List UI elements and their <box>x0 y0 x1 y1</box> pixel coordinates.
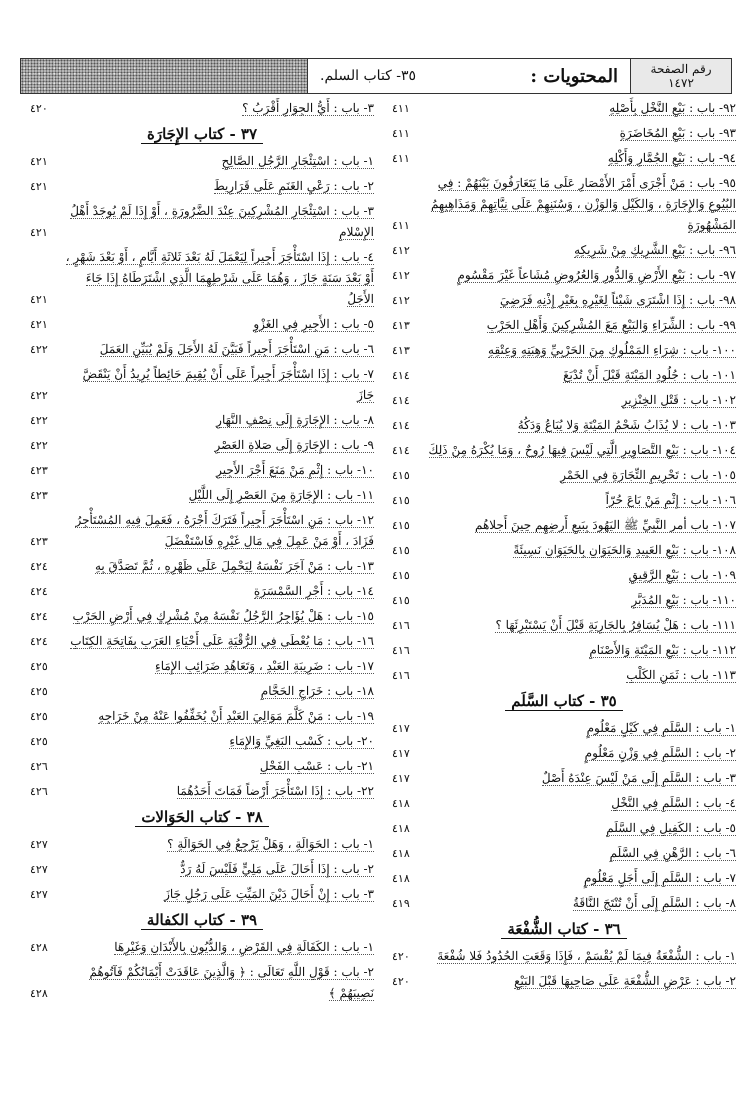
toc-entry-page: ٤٢٥ <box>30 710 48 723</box>
toc-entry-title: ٨- باب : السَّلَمِ إِلَى أَنْ تُنْتَجَ النَّاقَةُ <box>572 896 736 910</box>
book-heading <box>30 806 374 828</box>
toc-entry-title: ٤- باب : إِذَا اسْتَأْجَرَ أَجِيراً لِيَعْمَلَ لَهُ بَعْدَ ثَلاثَةِ أَيَّامٍ ، أَوْ بَعْدَ شَهْرٍ ، أَوْ بَعْدَ سَنَةٍ جَازَ ، وَهُمَا عَلَى شَرْطِهِمَا الَّذِي اشْتَرَطَاهُ إِذَا جَاءَ الأَجَلُ <box>65 250 374 306</box>
toc-entry-title: ١٠٣- باب : لا يُذَابُ شَحْمُ المَيْتَةِ وَلا يُبَاعُ وَدَكُهُ <box>517 418 736 432</box>
toc-entry-page: ٤٢٢ <box>30 389 48 402</box>
toc-entry-page: ٤٢٦ <box>30 760 48 773</box>
toc-entry[interactable] <box>392 173 736 236</box>
toc-entry-page: ٤١٤ <box>392 444 410 457</box>
toc-entry-page: ٤٢٤ <box>30 610 48 623</box>
toc-entry-page: ٤٢٦ <box>30 785 48 798</box>
toc-entry[interactable] <box>30 460 374 481</box>
toc-entry-page: ٤٢٢ <box>30 343 48 356</box>
toc-entry-page: ٤١٥ <box>392 469 410 482</box>
toc-entry[interactable] <box>392 123 736 144</box>
toc-entry-title: ٢- باب : إِذَا أَحَالَ عَلَى مَلِيٍّ فَلَيْسَ لَهُ رَدٌّ <box>180 862 374 876</box>
toc-entry-page: ٤١٢ <box>392 244 410 257</box>
toc-entry-page: ٤١٢ <box>392 294 410 307</box>
toc-entry-title: ١١٠- باب : بَيْعِ المُدَبَّرِ <box>631 593 736 607</box>
toc-entry-title: ٩٣- باب : بَيْعِ المُخَاضَرَةِ <box>619 126 736 140</box>
toc-entry-title: ٥- باب : الكَفِيلِ فِي السَّلَمِ <box>606 821 736 835</box>
toc-entry-title: ١٧- باب : ضَرِيبَةِ العَبْدِ ، وَتَعَاهُدِ ضَرَائِبِ الإِمَاءِ <box>155 659 374 673</box>
toc-entry[interactable] <box>392 640 736 661</box>
toc-entry[interactable] <box>30 556 374 577</box>
toc-entry[interactable] <box>30 339 374 360</box>
toc-entry-title: ١٠٩- باب : بَيْعِ الرَّقِيقِ <box>628 568 736 582</box>
toc-entry-page: ٤٢٧ <box>30 888 48 901</box>
toc-entry[interactable] <box>30 151 374 172</box>
toc-entry[interactable] <box>30 201 374 243</box>
toc-entry-title: ٢- باب : السَّلَمِ فِي وَزْنٍ مَعْلُومٍ <box>584 746 736 760</box>
toc-entry[interactable] <box>392 971 736 992</box>
toc-entry-title: ٢٢- باب : إِذَا اسْتَأْجَرَ أَرْضاً فَمَاتَ أَحَدُهُمَا <box>176 784 374 798</box>
toc-entry[interactable] <box>30 485 374 506</box>
toc-entry-title: ٩٧- باب : بَيْعِ الأَرْضِ وَالدُّورِ وَالعُرُوضِ مُشَاعاً غَيْرَ مَقْسُومٍ <box>457 268 736 282</box>
toc-entry[interactable] <box>30 247 374 310</box>
header-title: المحتويات : <box>530 65 618 87</box>
toc-entry[interactable] <box>30 581 374 602</box>
toc-entry-title: ١٠٨- باب : بَيْعِ العَبِيدِ وَالحَيَوَانِ بِالحَيَوَانِ نَسِيئَةً <box>513 543 736 557</box>
toc-entry-page: ٤١٦ <box>392 669 410 682</box>
toc-entry-page: ٤١٣ <box>392 344 410 357</box>
toc-entry[interactable] <box>392 315 736 336</box>
toc-entry-title: ١١٣- باب : ثَمَنِ الكَلْبِ <box>626 668 736 682</box>
toc-entry-page: ٤١٥ <box>392 544 410 557</box>
toc-entry-page: ٤٢٥ <box>30 735 48 748</box>
toc-entry[interactable] <box>392 565 736 586</box>
toc-entry-title: ١٠٦- باب : إِثْمِ مَنْ بَاعَ حُرّاً <box>605 493 736 507</box>
toc-entry-page: ٤٢١ <box>30 226 48 239</box>
toc-entry-page: ٤١٧ <box>392 772 410 785</box>
toc-entry-title: ٩٢- باب : بَيْعِ النَّخْلِ بِأَصْلِهِ <box>609 101 736 115</box>
toc-entry-page: ٤١١ <box>392 102 410 115</box>
toc-entry-title: ٦- باب : مَنِ اسْتَأْجَرَ أَجِيراً فَبَيَّنَ لَهُ الأَجَلَ وَلَمْ يُبَيِّنِ العَمَلَ <box>99 342 374 356</box>
toc-entry-title: ٩٥- باب : مَنْ أَجْرَى أَمْرَ الأَمْصَارِ عَلَى مَا يَتَعَارَفُونَ بَيْنَهُمْ : فِي البُيُوعِ وَالإِجَارَةِ ، وَالكَيْلِ وَالوَزْنِ ، وَسُنَنِهِمْ عَلَى نِيَّاتِهِمْ وَمَذَاهِبِهِمُ المَشْهُورَةِ <box>430 176 736 232</box>
toc-entry-page: ٤١٦ <box>392 619 410 632</box>
toc-entry-page: ٤١٤ <box>392 394 410 407</box>
toc-entry[interactable] <box>30 937 374 958</box>
toc-entry[interactable] <box>30 656 374 677</box>
toc-entry-page: ٤٢٥ <box>30 685 48 698</box>
toc-entry[interactable] <box>30 606 374 627</box>
toc-entry-title: ١٨- باب : خَرَاجِ الحَجَّامِ <box>260 684 374 698</box>
toc-entry[interactable] <box>392 98 736 119</box>
toc-entry-page: ٤٢٠ <box>392 950 410 963</box>
toc-entry-page: ٤١٨ <box>392 872 410 885</box>
toc-entry-title: ١- باب : الكَفَالَةِ فِي القَرْضِ ، وَالدُّيُونِ بِالأَبْدَانِ وَغَيْرِهَا <box>114 940 374 954</box>
toc-entry-title: ١٠- باب : إِثْمِ مَنْ مَنَعَ أَجْرَ الأَجِيرِ <box>216 463 374 477</box>
toc-entry[interactable] <box>392 148 736 169</box>
toc-entry-title: ١٠٤- باب : بَيْعِ التَّصَاوِيرِ الَّتِي لَيْسَ فِيهَا رُوحٌ ، وَمَا يُكْرَهُ مِنْ ذَلِكَ <box>428 443 736 457</box>
toc-entry[interactable] <box>392 718 736 739</box>
toc-entry-title: ٢١- باب : عَسْبِ الفَحْلِ <box>259 759 374 773</box>
toc-entry-title: ٦- باب : الرَّهْنِ فِي السَّلَمِ <box>609 846 736 860</box>
toc-entry-page: ٤١٨ <box>392 797 410 810</box>
toc-entry[interactable] <box>392 743 736 764</box>
toc-entry-page: ٤٢٢ <box>30 414 48 427</box>
toc-entry-page: ٤١٦ <box>392 644 410 657</box>
toc-entry-title: ١٤- باب : أَجْرِ السَّمْسَرَةِ <box>253 584 374 598</box>
toc-entry[interactable] <box>392 415 736 436</box>
toc-entry-title: ٢- باب : عَرْضِ الشُّفْعَةِ عَلَى صَاحِبِهَا قَبْلَ البَيْعِ <box>514 974 736 988</box>
toc-entry[interactable] <box>392 340 736 361</box>
toc-entry[interactable] <box>30 859 374 880</box>
toc-entry[interactable] <box>392 818 736 839</box>
header-subtitle: ٣٥- كتاب السلم. <box>320 68 417 84</box>
book-heading-text: ٣٩ - كتاب الكفالة <box>141 911 263 930</box>
toc-entry[interactable] <box>392 240 736 261</box>
header-decorative-pattern <box>20 58 308 94</box>
toc-entry-title: ٣- باب : اسْتِئْجَارِ المُشْرِكِينَ عِنْدَ الضَّرُورَةِ ، أَوْ إِذَا لَمْ يُوجَدْ أَهْلُ الإِسْلامِ <box>70 204 374 239</box>
toc-entry-page: ٤١٤ <box>392 419 410 432</box>
toc-entry[interactable] <box>392 440 736 461</box>
toc-entry-title: ٢- باب : رَعْيِ الغَنَمِ عَلَى قَرَارِيطَ <box>213 179 374 193</box>
toc-entry-title: ١٩- باب : مَنْ كَلَّمَ مَوَالِيَ العَبْدِ أَنْ يُخَفِّفُوا عَنْهُ مِنْ خَرَاجِهِ <box>98 709 374 723</box>
toc-entry[interactable] <box>30 884 374 905</box>
toc-entry-title: ٩٦- باب : بَيْعِ الشَّرِيكِ مِنْ شَرِيكِهِ <box>574 243 736 257</box>
toc-entry-title: ٨- باب : الإِجَارَةِ إِلَى نِصْفِ النَّهَارِ <box>216 413 374 427</box>
toc-entry[interactable] <box>30 631 374 652</box>
toc-entry-title: ١٠٧- باب أمر النَّبِيِّ ﷺ اليَهُودَ بِبَيعِ أَرضِهِم حِينَ أَجلاهُم <box>474 518 736 532</box>
toc-entry[interactable] <box>392 768 736 789</box>
header-page-number-box <box>630 58 732 94</box>
toc-entry-page: ٤٢٤ <box>30 585 48 598</box>
toc-entry[interactable] <box>392 365 736 386</box>
toc-entry-title: ٩٤- باب : بَيْعِ الجُمَّارِ وَأَكْلِهِ <box>607 151 736 165</box>
book-heading-text: ٣٥ - كتاب السَّلَم <box>505 692 622 711</box>
toc-entry-title: ١- باب : اسْتِئْجَارِ الرَّجُلِ الصَّالِحِ <box>221 154 374 168</box>
toc-entry-title: ١- باب : السَّلَمِ فِي كَيْلٍ مَعْلُومٍ <box>586 721 736 735</box>
toc-entry[interactable] <box>392 946 736 967</box>
toc-entry-title: ١٠١- باب : جُلُودِ المَيْتَةِ قَبْلَ أَنْ تُدْبَغَ <box>563 368 736 382</box>
book-heading <box>392 690 736 712</box>
toc-entry-title: ١٦- باب : مَا يُعْطَى فِي الرُّقْيَةِ عَلَى أَحْيَاءِ العَرَبِ بِفَاتِحَةِ الكِتَابِ <box>70 634 374 648</box>
header-page-number: ١٤٧٢ <box>668 76 694 90</box>
toc-entry-page: ٤١٧ <box>392 722 410 735</box>
toc-entry[interactable] <box>30 731 374 752</box>
toc-entry-title: ٧- باب : إِذَا اسْتَأْجَرَ أَجِيراً عَلَى أَنْ يُقِيمَ حَائِطاً يُرِيدُ أَنْ يَنْقَضَّ جَازَ <box>82 367 374 402</box>
toc-entry-page: ٤٢٠ <box>30 102 48 115</box>
toc-entry[interactable] <box>30 435 374 456</box>
toc-entry[interactable] <box>30 834 374 855</box>
toc-entry-page: ٤٢٨ <box>30 941 48 954</box>
book-heading-text: ٣٦ - كتاب الشُّفْعَة <box>501 920 626 939</box>
toc-entry-title: ١٥- باب : هَلْ يُؤَاجِرُ الرَّجُلُ نَفْسَهُ مِنْ مُشْرِكٍ فِي أَرْضِ الحَرْبِ <box>72 609 374 623</box>
toc-column-left <box>30 98 374 1008</box>
toc-entry[interactable] <box>30 98 374 119</box>
toc-entry[interactable] <box>30 314 374 335</box>
toc-entry-page: ٤٢١ <box>30 180 48 193</box>
toc-entry[interactable] <box>30 364 374 406</box>
toc-entry[interactable] <box>30 681 374 702</box>
toc-entry-title: ١- باب : الشُّفْعَةُ فِيمَا لَمْ يُقْسَمْ ، فَإِذَا وَقَعَتِ الحُدُودُ فَلا شُفْعَةَ <box>437 949 736 963</box>
book-heading <box>392 918 736 940</box>
toc-entry-title: ٢- باب : قَوْلِ اللَّهِ تَعَالَى : ﴿ وَالَّذِينَ عَاقَدَتْ أَيْمَانُكُمْ فَآتُوهُمْ نَصِيبَهُمْ ﴾ <box>89 965 374 1000</box>
toc-entry[interactable] <box>30 962 374 1004</box>
toc-entry[interactable] <box>30 410 374 431</box>
toc-entry[interactable] <box>392 390 736 411</box>
toc-entry[interactable] <box>392 868 736 889</box>
toc-entry-page: ٤١٢ <box>392 269 410 282</box>
toc-entry-page: ٤٢٤ <box>30 635 48 648</box>
toc-entry-page: ٤٢٧ <box>30 838 48 851</box>
toc-entry-page: ٤٢٢ <box>30 439 48 452</box>
toc-entry-page: ٤١٩ <box>392 897 410 910</box>
toc-entry[interactable] <box>30 756 374 777</box>
toc-entry-title: ١١١- باب : هَلْ يُسَافِرُ بِالجَارِيَةِ قَبْلَ أَنْ يَسْتَبْرِئَهَا ؟ <box>495 618 736 632</box>
book-heading <box>30 123 374 145</box>
toc-entry-page: ٤١٥ <box>392 569 410 582</box>
toc-entry-title: ١١- باب : الإِجَارَةِ مِنَ العَصْرِ إِلَى اللَّيْلِ <box>188 488 374 502</box>
toc-entry[interactable] <box>392 615 736 636</box>
toc-entry-title: ٤- باب : السَّلَمِ فِي النَّخْلِ <box>611 796 736 810</box>
toc-entry-title: ٩- باب : الإِجَارَةِ إِلَى صَلاةِ العَصْرِ <box>214 438 374 452</box>
toc-entry[interactable] <box>392 540 736 561</box>
toc-entry[interactable] <box>30 706 374 727</box>
toc-entry-title: ٣- باب : السَّلَمِ إِلَى مَنْ لَيْسَ عِنْدَهُ أَصْلٌ <box>541 771 736 785</box>
toc-entry-title: ٣- باب : أَيُّ الجِوَارِ أَقْرَبُ ؟ <box>242 101 374 115</box>
toc-entry-page: ٤٢٠ <box>392 975 410 988</box>
toc-entry-title: ١٠٢- باب : قَتْلِ الخِنْزِيرِ <box>621 393 736 407</box>
page-header <box>20 58 732 94</box>
toc-entry-title: ٧- باب : السَّلَمِ إِلَى أَجَلٍ مَعْلُومٍ <box>583 871 736 885</box>
toc-entry-page: ٤٢٨ <box>30 987 48 1000</box>
toc-entry-title: ٩٩- باب : الشِّرَاءِ وَالبَيْعِ مَعَ المُشْرِكِينَ وَأَهْلِ الحَرْبِ <box>486 318 736 332</box>
toc-entry-page: ٤١٨ <box>392 847 410 860</box>
toc-entry-title: ١- باب : الحَوَالَةِ ، وَهَلْ يَرْجِعُ فِي الحَوَالَةِ ؟ <box>167 837 374 851</box>
toc-entry-page: ٤١١ <box>392 219 410 232</box>
toc-entry-title: ١١٢- باب : بَيْعِ المَيْتَةِ وَالأَصْنَامِ <box>589 643 736 657</box>
toc-entry-page: ٤١٣ <box>392 319 410 332</box>
toc-entry-page: ٤١١ <box>392 152 410 165</box>
toc-entry[interactable] <box>392 290 736 311</box>
book-heading-text: ٣٨ - كتاب الحَوَالات <box>135 808 268 827</box>
toc-entry[interactable] <box>392 515 736 536</box>
toc-entry-title: ١٠٠- باب : شِرَاءِ المَمْلُوكِ مِنَ الحَرْبِيِّ وَهِبَتِهِ وَعِتْقِهِ <box>488 343 736 357</box>
toc-entry[interactable] <box>392 665 736 686</box>
toc-entry[interactable] <box>392 893 736 914</box>
book-heading-text: ٣٧ - كتاب الإِجَارَة <box>141 125 263 144</box>
toc-entry-page: ٤١٥ <box>392 594 410 607</box>
toc-entry-page: ٤٢١ <box>30 293 48 306</box>
toc-entry[interactable] <box>392 793 736 814</box>
toc-entry-title: ٢٠- باب : كَسْبِ البَغِيِّ وَالإِمَاءِ <box>229 734 374 748</box>
header-page-label: رقم الصفحة <box>650 62 712 76</box>
toc-entry[interactable] <box>392 843 736 864</box>
toc-entry[interactable] <box>392 490 736 511</box>
toc-entry-page: ٤١٥ <box>392 494 410 507</box>
toc-entry-page: ٤٢٣ <box>30 464 48 477</box>
toc-entry-title: ١٠٥- باب : تَحْرِيمِ التِّجَارَةِ فِي الخَمْرِ <box>560 468 736 482</box>
toc-entry-page: ٤٢٤ <box>30 560 48 573</box>
toc-entry[interactable] <box>30 510 374 552</box>
toc-entry-title: ٩٨- باب : إِذَا اشْتَرَى شَيْئاً لِغَيْرِهِ بِغَيْرِ إِذْنِهِ فَرَضِيَ <box>500 293 736 307</box>
toc-entry[interactable] <box>30 176 374 197</box>
toc-entry[interactable] <box>392 265 736 286</box>
toc-entry-title: ٣- باب : إِنْ أَحَالَ دَيْنَ المَيِّتِ عَلَى رَجُلٍ جَازَ <box>164 887 374 901</box>
toc-entry-page: ٤١١ <box>392 127 410 140</box>
toc-entry-page: ٤١٨ <box>392 822 410 835</box>
toc-entry-page: ٤١٥ <box>392 519 410 532</box>
toc-entry-page: ٤٢١ <box>30 155 48 168</box>
toc-entry-page: ٤٢٥ <box>30 660 48 673</box>
toc-entry-page: ٤٢٣ <box>30 489 48 502</box>
book-heading <box>30 909 374 931</box>
toc-entry-page: ٤٢١ <box>30 318 48 331</box>
toc-entry[interactable] <box>392 590 736 611</box>
toc-entry-title: ٥- باب : الأَجِيرِ فِي الغَزْوِ <box>253 317 374 331</box>
toc-entry-title: ١٢- باب : مَنِ اسْتَأْجَرَ أَجِيراً فَتَرَكَ أَجْرَهُ ، فَعَمِلَ فِيهِ المُسْتَأْجِرُ فَزَادَ ، أَوْ مَنْ عَمِلَ فِي مَالِ غَيْرِهِ فَاسْتَفْضَلَ <box>75 513 374 548</box>
header-title-box <box>308 58 630 94</box>
toc-entry-page: ٤١٧ <box>392 747 410 760</box>
toc-entry-title: ١٣- باب : مَنْ آجَرَ نَفْسَهُ لِيَحْمِلَ عَلَى ظَهْرِهِ ، ثُمَّ تَصَدَّقَ بِهِ <box>94 559 374 573</box>
toc-entry-page: ٤٢٣ <box>30 535 48 548</box>
toc-entry-page: ٤٢٧ <box>30 863 48 876</box>
toc-column-right <box>392 98 736 996</box>
toc-entry[interactable] <box>392 465 736 486</box>
toc-entry[interactable] <box>30 781 374 802</box>
toc-entry-page: ٤١٤ <box>392 369 410 382</box>
